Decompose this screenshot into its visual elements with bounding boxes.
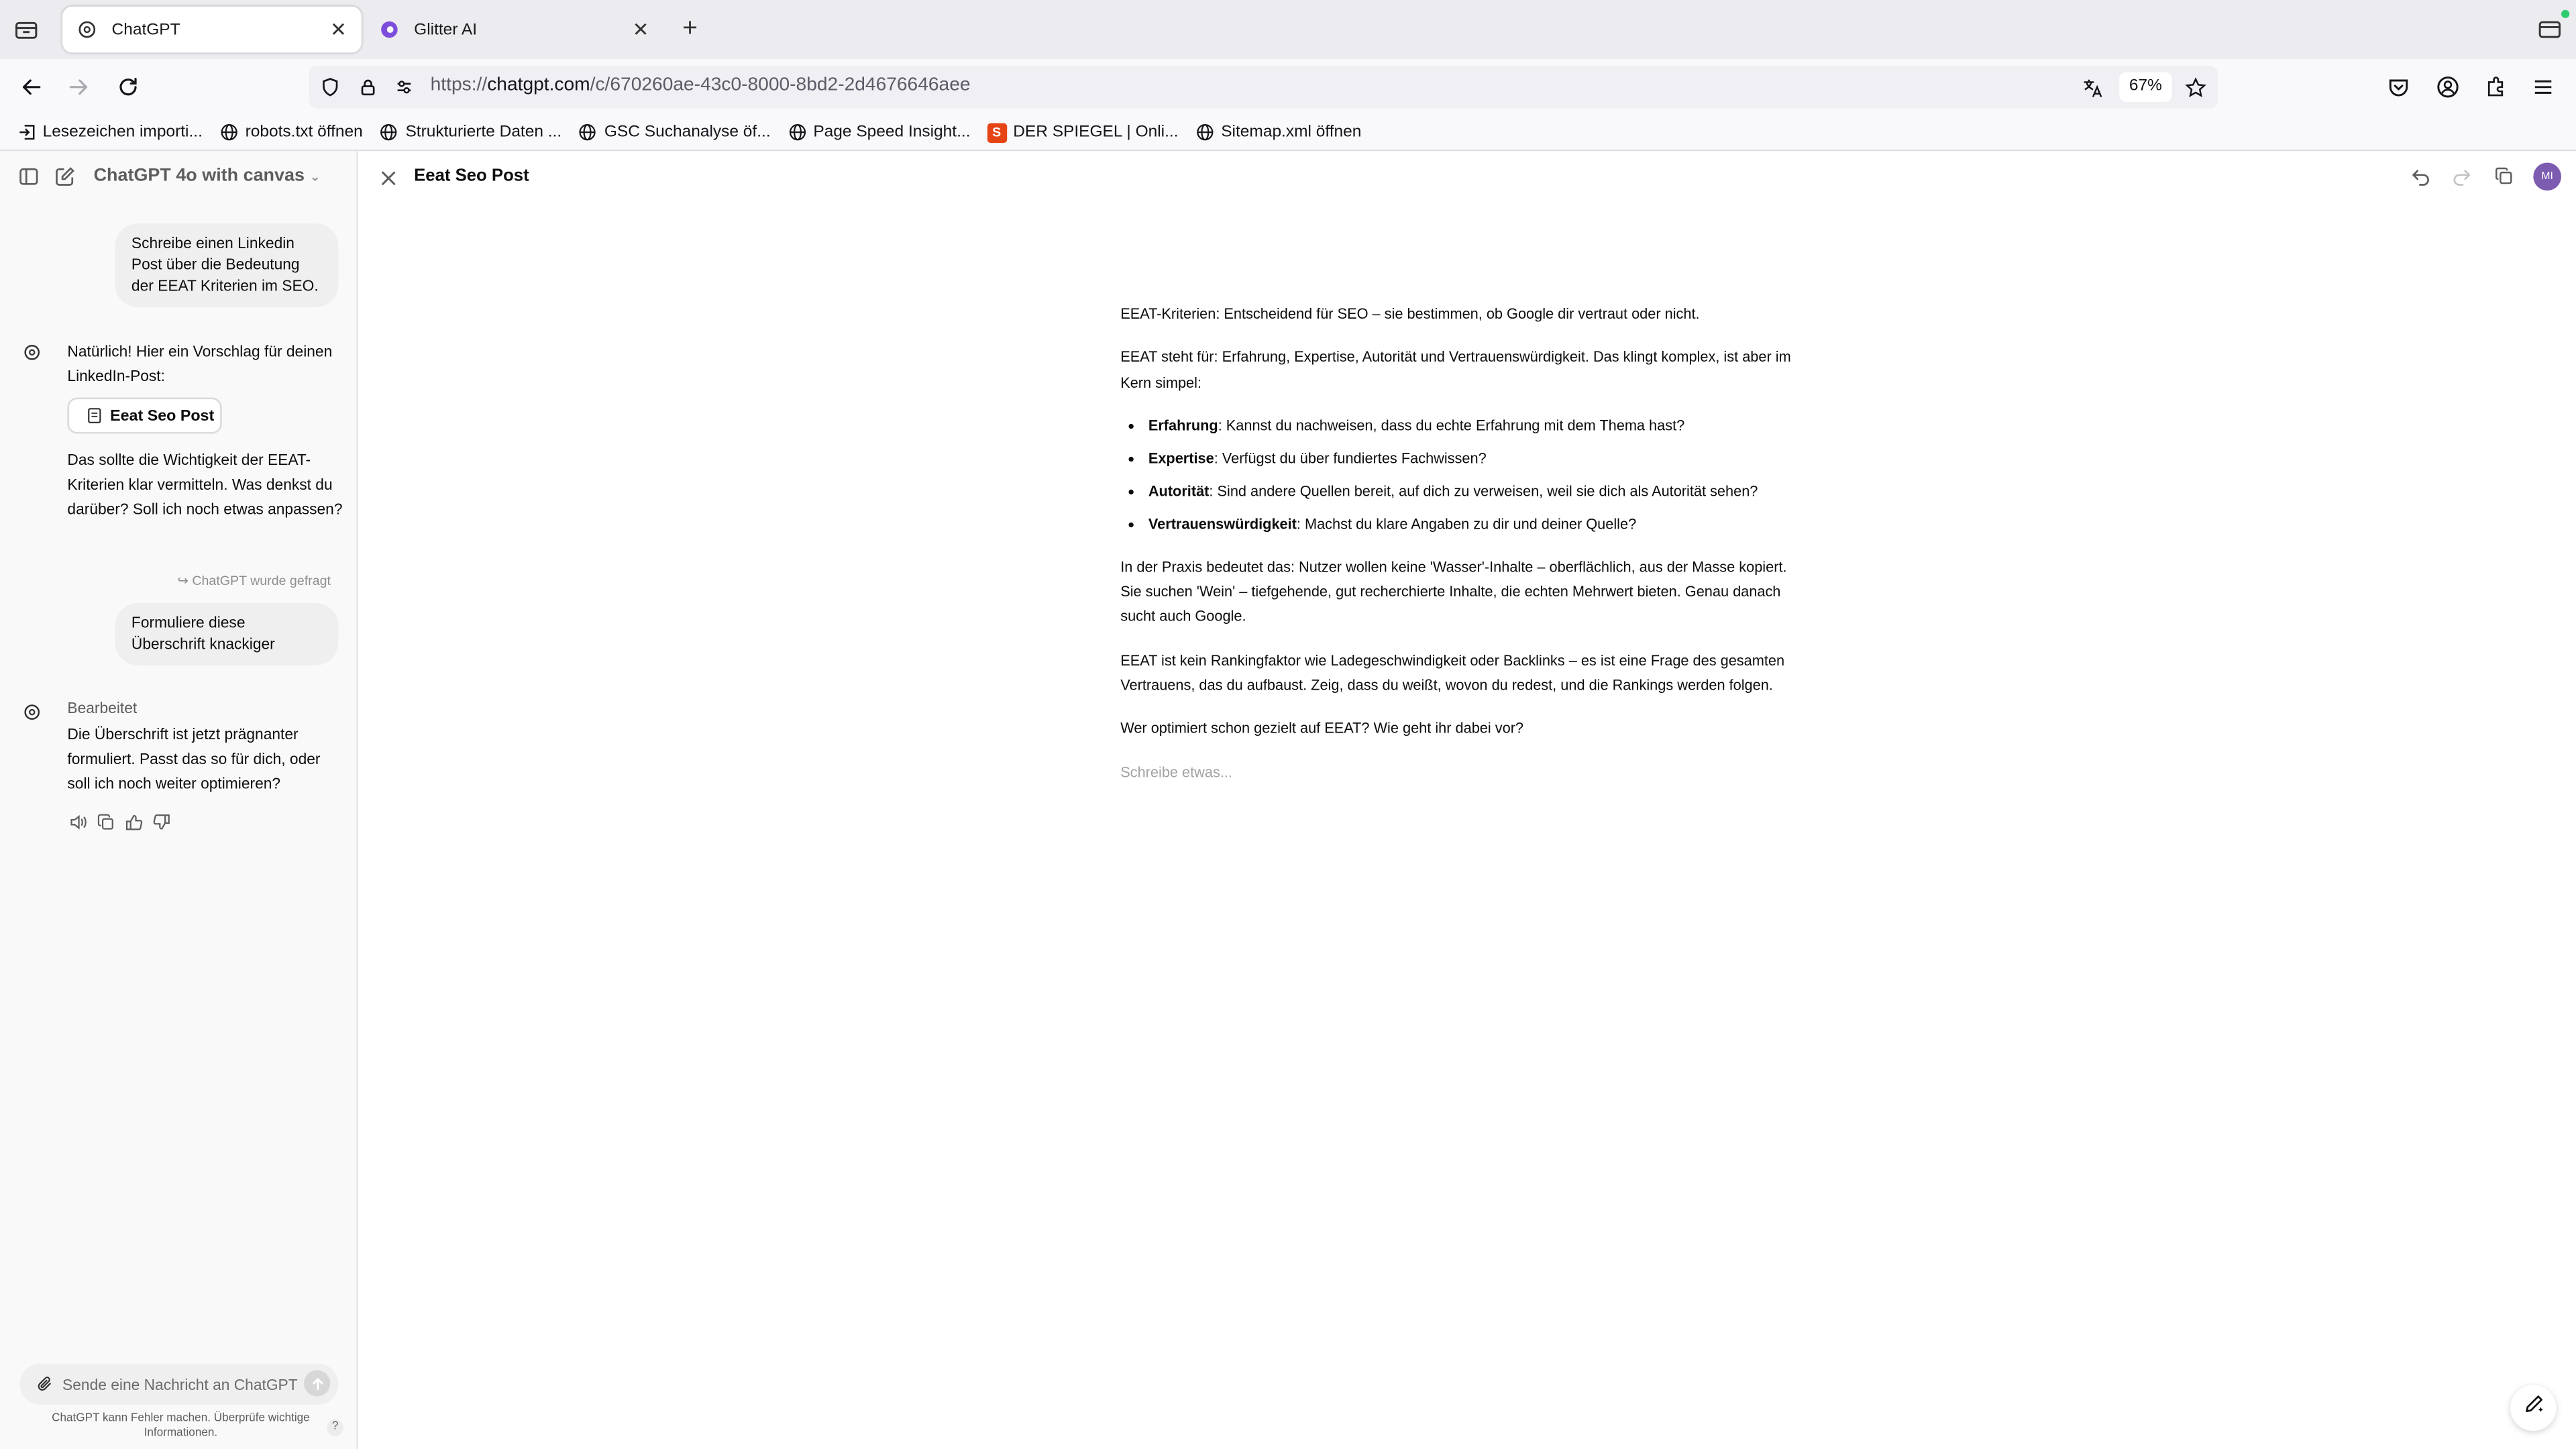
doc-list xyxy=(1148,414,1811,537)
bookmark-label: DER SPIEGEL | Onli... xyxy=(1013,123,1179,142)
list-item xyxy=(1148,414,1811,439)
new-tab-icon[interactable]: + xyxy=(682,15,698,43)
globe-icon xyxy=(219,122,238,142)
copy-icon[interactable] xyxy=(2492,164,2515,187)
bookmark-label: GSC Suchanalyse öf... xyxy=(604,123,771,142)
bookmark-label: Lesezeichen importi... xyxy=(42,123,203,142)
canvas-title: Eeat Seo Post xyxy=(414,166,529,186)
undo-icon[interactable] xyxy=(2408,164,2431,187)
user-message-text: Formuliere diese Überschrift knackiger xyxy=(131,614,275,653)
forward-arrow-icon[interactable] xyxy=(66,74,92,100)
bookmark-sitemap[interactable] xyxy=(1195,122,1361,142)
list-text: : Machst du klare Angaben zu dir und deiner Quelle? xyxy=(1296,515,1637,532)
document-icon xyxy=(85,407,101,423)
list-item xyxy=(1148,447,1811,472)
asked-label xyxy=(177,574,330,588)
model-name: ChatGPT 4o with canvas xyxy=(93,166,305,186)
extensions-icon[interactable] xyxy=(2482,74,2508,100)
doc-paragraph: Wer optimiert schon gezielt auf EEAT? Wie geht ihr dabei vor? xyxy=(1120,720,1524,737)
close-tab-icon[interactable]: ✕ xyxy=(330,17,347,42)
account-icon[interactable] xyxy=(2434,74,2461,100)
pencil-icon xyxy=(2522,1393,2544,1423)
bookmark-label: Sitemap.xml öffnen xyxy=(1221,123,1362,142)
list-text: : Sind andere Quellen bereit, auf dich zu verweisen, weil sie dich als Autorität sehen? xyxy=(1209,482,1758,499)
speaker-icon[interactable] xyxy=(67,812,87,831)
bookmark-label: robots.txt öffnen xyxy=(245,123,363,142)
asked-text: ChatGPT wurde gefragt xyxy=(192,573,331,588)
bookmarks-bar xyxy=(0,115,2576,151)
thumbs-up-icon[interactable] xyxy=(123,812,143,831)
model-selector[interactable] xyxy=(94,166,321,185)
doc-paragraph: In der Praxis bedeutet das: Nutzer wollen keine 'Wasser'-Inhalte – oberflächlich, aus der Masse kopiert. Sie suchen 'Wein' – tiefgehende, gut recherchierte Inhalte, die echten Mehrwert bieten. Genau danach sucht auch Google. xyxy=(1120,558,1787,625)
list-term: Expertise xyxy=(1148,449,1214,466)
paperclip-icon[interactable] xyxy=(34,1373,54,1393)
message-input[interactable] xyxy=(62,1368,305,1400)
canvas-document-chip[interactable] xyxy=(67,398,221,434)
list-term: Erfahrung xyxy=(1148,417,1218,434)
pocket-icon[interactable] xyxy=(2385,74,2412,100)
chat-sidebar xyxy=(0,151,358,1449)
list-item xyxy=(1148,479,1811,504)
doc-paragraph: EEAT-Kriterien: Entscheidend für SEO – sie bestimmen, ob Google dir vertraut oder nicht. xyxy=(1120,305,1700,323)
glitter-logo-icon xyxy=(378,18,400,41)
globe-icon xyxy=(787,122,806,142)
edit-suggestions-button[interactable] xyxy=(2510,1385,2557,1432)
tab-bar xyxy=(0,0,2576,59)
list-item xyxy=(1148,512,1811,537)
help-button[interactable]: ? xyxy=(327,1419,343,1436)
star-bookmark-icon[interactable] xyxy=(2184,76,2206,99)
import-icon xyxy=(16,122,36,142)
back-arrow-icon[interactable] xyxy=(18,74,44,100)
thumbs-down-icon[interactable] xyxy=(151,812,170,831)
permissions-icon[interactable] xyxy=(392,76,415,99)
notification-dot xyxy=(2561,10,2569,18)
bookmark-spiegel[interactable] xyxy=(987,122,1179,142)
new-chat-icon[interactable] xyxy=(52,164,75,187)
tab-overview-icon[interactable] xyxy=(13,16,40,42)
tab-title: Glitter AI xyxy=(414,20,478,39)
list-text: : Kannst du nachweisen, dass du echte Erfahrung mit dem Thema hast? xyxy=(1218,417,1685,434)
bookmark-robots[interactable] xyxy=(219,122,362,142)
send-button[interactable] xyxy=(304,1370,330,1396)
spiegel-icon xyxy=(987,122,1006,142)
navigation-bar xyxy=(0,59,2576,115)
zoom-level[interactable]: 67% xyxy=(2119,72,2171,102)
tab-glitter-ai[interactable] xyxy=(365,7,664,53)
close-canvas-icon[interactable] xyxy=(376,166,399,189)
list-term: Vertrauenswürdigkeit xyxy=(1148,515,1297,532)
redo-icon[interactable] xyxy=(2449,164,2472,187)
url-host: chatgpt.com xyxy=(487,75,590,96)
doc-placeholder[interactable]: Schreibe etwas... xyxy=(1120,763,1232,780)
window-icon[interactable] xyxy=(2536,16,2563,42)
avatar[interactable]: MI xyxy=(2533,162,2561,191)
user-message-text: Schreibe einen Linkedin Post über die Bedeutung der EEAT Kriterien im SEO. xyxy=(131,235,319,294)
bookmark-label: Strukturierte Daten ... xyxy=(405,123,562,142)
bookmark-gsc[interactable] xyxy=(578,122,771,142)
assistant-message: Die Überschrift ist jetzt prägnanter formuliert. Passt das so für dich, oder soll ich noch weiter optimieren? xyxy=(67,726,321,792)
url-prefix: https:// xyxy=(430,75,488,96)
menu-icon[interactable] xyxy=(2530,74,2556,100)
globe-icon xyxy=(1195,122,1214,142)
url-text[interactable] xyxy=(431,76,971,95)
canvas-document[interactable] xyxy=(1120,303,1811,804)
user-message xyxy=(115,603,338,665)
message-composer xyxy=(19,1364,338,1405)
user-message xyxy=(115,223,338,307)
translate-icon[interactable] xyxy=(2080,76,2102,99)
list-term: Autorität xyxy=(1148,482,1210,499)
tab-title: ChatGPT xyxy=(111,20,180,39)
globe-icon xyxy=(379,122,398,142)
reply-arrow-icon: ↪ xyxy=(177,573,189,588)
lock-icon[interactable] xyxy=(356,76,379,99)
openai-logo-icon xyxy=(21,341,41,361)
tab-chatgpt[interactable] xyxy=(62,7,362,53)
assistant-message: Das sollte die Wichtigkeit der EEAT-Kriterien klar vermitteln. Was denkst du darüber? Soll ich noch etwas anpassen? xyxy=(67,451,343,518)
shield-icon[interactable] xyxy=(319,76,341,99)
url-path: /c/670260ae-43c0-8000-8bd2-2d4676646aee xyxy=(590,75,971,96)
url-bar[interactable] xyxy=(309,66,2218,109)
canvas-editor xyxy=(358,151,2576,1449)
reload-icon[interactable] xyxy=(115,74,141,100)
message-actions xyxy=(67,812,179,831)
chevron-down-icon: ⌄ xyxy=(309,169,321,184)
bookmark-pagespeed[interactable] xyxy=(787,122,970,142)
globe-icon xyxy=(578,122,598,142)
doc-paragraph: EEAT steht für: Erfahrung, Expertise, Autorität und Vertrauenswürdigkeit. Das klingt komplex, ist aber im Kern simpel: xyxy=(1120,348,1791,390)
doc-paragraph: EEAT ist kein Rankingfaktor wie Ladegeschwindigkeit oder Backlinks – es ist eine Frage des gesamten Vertrauens, das du aufbaust. Zeig, dass du weißt, wovon du redest, und die Rankings werden folgen. xyxy=(1120,651,1785,694)
close-tab-icon[interactable]: ✕ xyxy=(632,17,649,42)
bookmark-structured-data[interactable] xyxy=(379,122,561,142)
sidebar-toggle-icon[interactable] xyxy=(16,164,39,187)
assistant-message: Natürlich! Hier ein Vorschlag für deinen LinkedIn-Post: xyxy=(67,343,333,385)
document-chip-label: Eeat Seo Post xyxy=(110,407,215,425)
bookmark-label: Page Speed Insight... xyxy=(813,123,971,142)
spiegel-letter: S xyxy=(987,122,1006,142)
copy-icon[interactable] xyxy=(95,812,115,831)
disclaimer: ChatGPT kann Fehler machen. Überprüfe wichtige Informationen. xyxy=(52,1413,310,1440)
openai-logo-icon xyxy=(21,702,41,721)
openai-logo-icon xyxy=(76,18,99,41)
list-text: : Verfügst du über fundiertes Fachwissen? xyxy=(1214,449,1487,466)
bookmark-import[interactable] xyxy=(16,122,202,142)
edited-label: Bearbeitet xyxy=(67,700,138,716)
